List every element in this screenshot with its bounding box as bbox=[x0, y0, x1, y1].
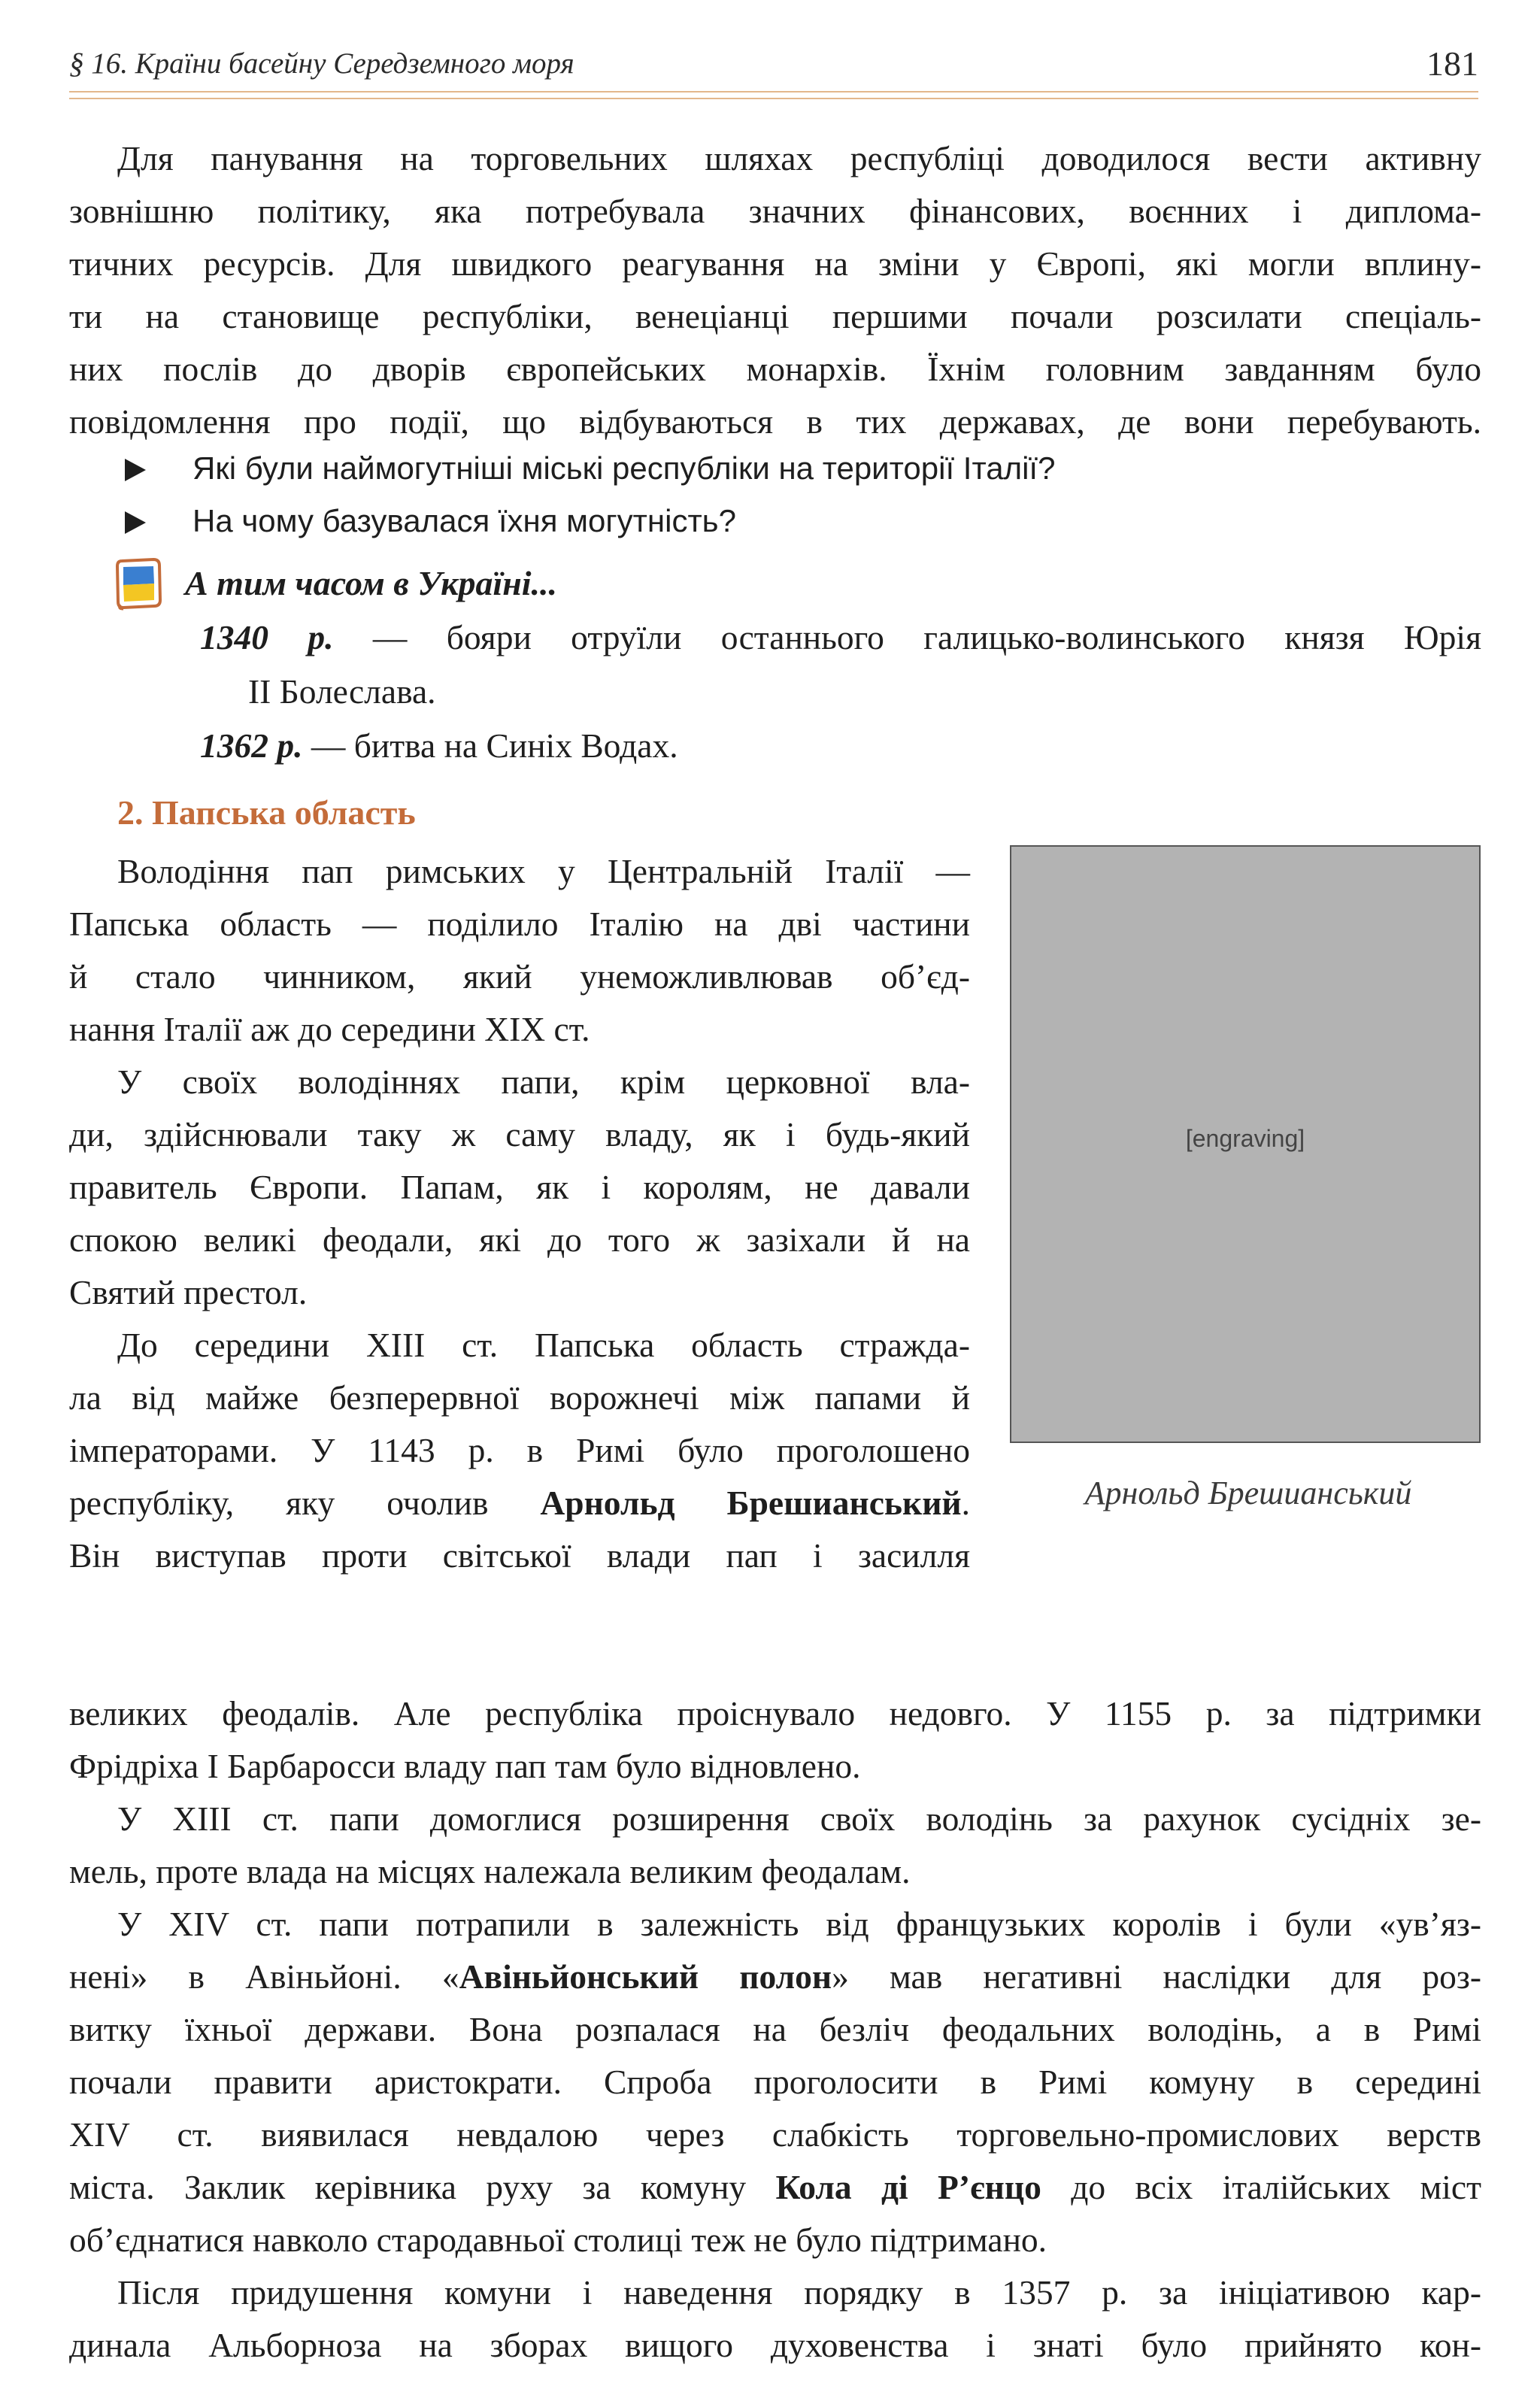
event-date: 1340 р. bbox=[200, 618, 334, 656]
text-line: й стало чинником, який унеможливлював об’єд- bbox=[69, 957, 970, 996]
text-line bbox=[69, 2161, 1481, 2214]
text-line: імператорами. У 1143 р. в Римі було проголошено bbox=[69, 1431, 970, 1469]
text-line: XIV ст. виявилася невдалою через слабкість торговельно-промислових верств bbox=[69, 2115, 1481, 2154]
event-text: II Болеслава. bbox=[248, 672, 436, 711]
event-text: — битва на Синіх Водах. bbox=[311, 726, 678, 765]
engraving-image bbox=[1010, 845, 1481, 1443]
key-term: Кола ді Р’єнцо bbox=[775, 2168, 1041, 2206]
text-line: У своїх володіннях папи, крім церковної вла- bbox=[117, 1063, 970, 1101]
ukraine-flag-icon bbox=[114, 556, 164, 611]
header-rule bbox=[69, 91, 1478, 99]
event-line bbox=[200, 611, 1481, 665]
key-term: Авіньйонський полон bbox=[459, 1957, 832, 1996]
text-line: Він виступав проти світської влади пап і засилля bbox=[69, 1536, 970, 1575]
key-term: Арнольд Брешианський bbox=[540, 1484, 962, 1522]
text-line: Володіння пап римських у Центральній Італії — bbox=[117, 852, 970, 890]
text-line: об’єднатися навколо стародавньої столиці теж не було підтримано. bbox=[69, 2221, 1047, 2259]
question-text: На чому базувалася їхня могутність? bbox=[192, 503, 736, 538]
intro-paragraph bbox=[69, 132, 1481, 448]
text-run: нені» в Авіньйоні. « bbox=[69, 1957, 459, 1996]
ukraine-events bbox=[200, 611, 1481, 773]
text-line: динала Альборноза на зборах вищого духовенства і знаті було прийнято кон- bbox=[69, 2326, 1481, 2364]
text-run: » мав негативні наслідки для роз- bbox=[832, 1957, 1481, 1996]
event-line bbox=[200, 719, 1481, 773]
text-line: Фрідріха І Барбаросси владу пап там було відновлено. bbox=[69, 1747, 861, 1785]
text-line: спокою великі феодали, які до того ж зазіхали й на bbox=[69, 1220, 970, 1259]
text-line: мель, проте влада на місцях належала великим феодалам. bbox=[69, 1852, 911, 1890]
image-placeholder-label: [engraving] bbox=[1185, 1125, 1305, 1152]
text-line: ди, здійснювали таку ж саму владу, як і будь-який bbox=[69, 1115, 970, 1154]
text-line: ти на становище республіки, венеціанці першими почали розсилати спеціаль- bbox=[69, 297, 1481, 335]
event-text: — бояри отруїли останнього галицько-волинського князя Юрія bbox=[372, 618, 1482, 656]
event-date: 1362 р. bbox=[200, 726, 303, 765]
text-line: Після придушення комуни і наведення порядку в 1357 р. за ініціативою кар- bbox=[117, 2273, 1481, 2312]
text-line: До середини XIII ст. Папська область страждa- bbox=[117, 1326, 970, 1364]
text-run: до всіх італійських міст bbox=[1041, 2168, 1481, 2206]
section-wide-text bbox=[69, 1687, 1481, 2372]
arnold-figure bbox=[1010, 845, 1481, 1443]
text-line bbox=[69, 1951, 1481, 2003]
text-run: республіку, яку очолив bbox=[69, 1484, 541, 1522]
ukraine-box-title: А тим часом в Україні... bbox=[185, 564, 558, 602]
text-line: тичних ресурсів. Для швидкого реагування на зміни у Європі, які могли вплину- bbox=[69, 244, 1481, 283]
event-line bbox=[200, 665, 1481, 719]
text-line: У XIII ст. папи домоглися розширення своїх володінь за рахунок сусідніх зе- bbox=[117, 1799, 1481, 1838]
text-line: повідомлення про події, що відбуваються в тих державах, де вони перебувають. bbox=[69, 402, 1481, 441]
text-line: У XIV ст. папи потрапили в залежність від французьких королів і були «ув’яз- bbox=[117, 1905, 1481, 1943]
text-line: почали правити аристократи. Спроба проголосити в Римі комуну в середині bbox=[69, 2063, 1481, 2101]
text-line: витку їхньої держави. Вона розпалася на безліч феодальних володінь, а в Римі bbox=[69, 2010, 1481, 2048]
text-line: Папська область — поділило Італію на дві частини bbox=[69, 905, 970, 943]
triangle-bullet-icon bbox=[125, 459, 146, 481]
section-narrow-text bbox=[69, 845, 970, 1582]
page-header bbox=[69, 44, 1478, 99]
text-line: правитель Європи. Папам, як і королям, не давали bbox=[69, 1168, 970, 1206]
section-title: 2. Папська область bbox=[117, 793, 416, 832]
text-line: Для панування на торговельних шляхах республіці доводилося вести активну bbox=[117, 139, 1481, 177]
figure-caption: Арнольд Брешианський bbox=[1084, 1475, 1412, 1511]
triangle-bullet-icon bbox=[125, 511, 146, 534]
text-line: них послів до дворів європейських монархів. Їхнім головним завданням було bbox=[69, 350, 1481, 388]
text-line: Святий престол. bbox=[69, 1273, 308, 1311]
text-line: зовнішню політику, яка потребувала значних фінансових, воєнних і диплома- bbox=[69, 192, 1481, 230]
text-line: ла від майже безперервної ворожнечі між папами й bbox=[69, 1378, 970, 1417]
header-title: § 16. Країни басейну Середземного моря bbox=[69, 47, 574, 80]
text-line: нання Італії аж до середини XIX ст. bbox=[69, 1010, 590, 1048]
text-run: . bbox=[961, 1484, 970, 1522]
page-number: 181 bbox=[1426, 44, 1478, 83]
text-line bbox=[69, 1477, 970, 1529]
question-text: Які були наймогутніші міські республіки на території Італії? bbox=[192, 450, 1056, 486]
text-run: міста. Заклик керівника руху за комуну bbox=[69, 2168, 776, 2206]
text-line: великих феодалів. Але республіка проіснувало недовго. У 1155 р. за підтримки bbox=[69, 1694, 1481, 1733]
